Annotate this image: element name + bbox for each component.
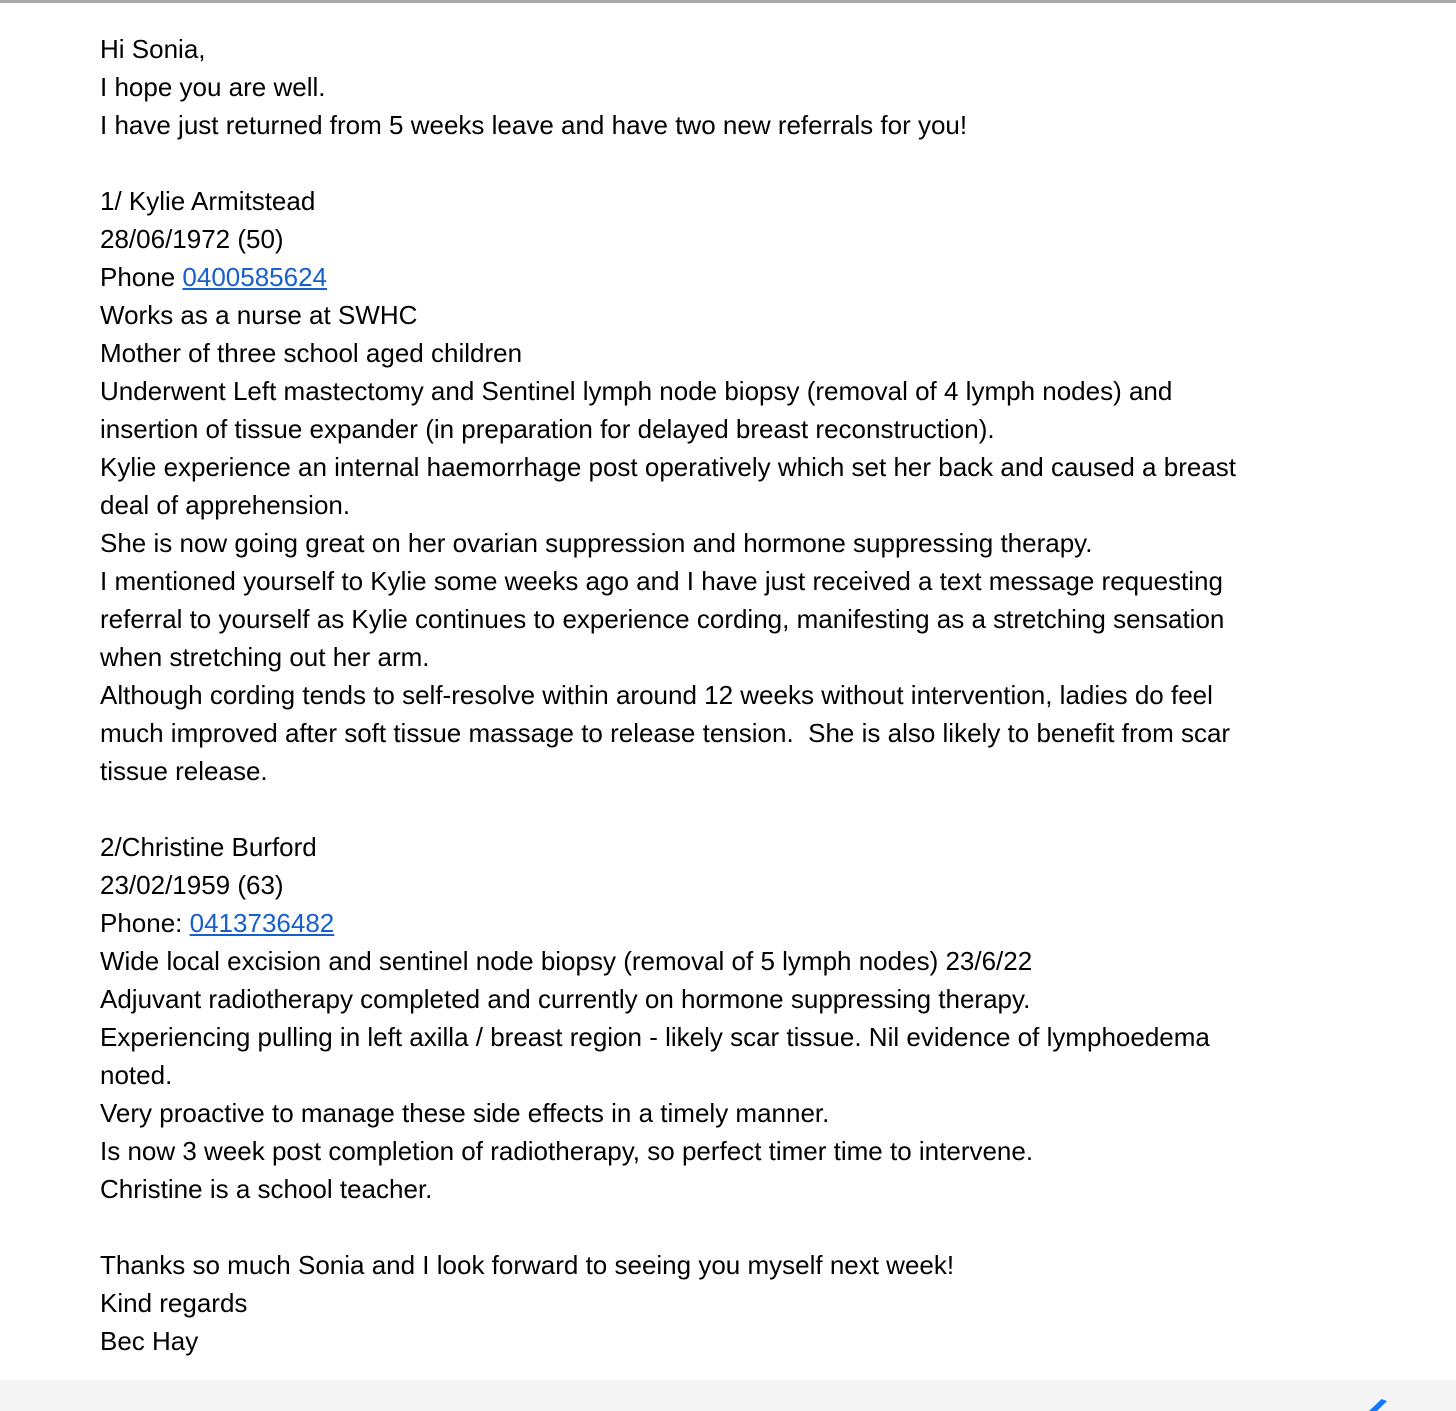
email-text-line — [100, 1018, 1436, 1056]
email-text-line — [100, 372, 1436, 410]
email-text: 2/Christine Burford — [100, 832, 317, 862]
email-text-line — [100, 30, 1436, 68]
email-text-line — [100, 144, 1436, 182]
email-text: Bec Hay — [100, 1326, 199, 1356]
email-text: Works as a nurse at SWHC — [100, 300, 418, 330]
email-text: deal of apprehension. — [100, 490, 351, 520]
email-text-line — [100, 448, 1436, 486]
email-text: I have just returned from 5 weeks leave and have two new referrals for you! — [100, 110, 968, 140]
email-text-line — [100, 904, 1436, 942]
email-text-line — [100, 220, 1436, 258]
phone-link[interactable]: 0400585624 — [182, 262, 328, 292]
email-text-line — [100, 1208, 1436, 1246]
email-text: Phone: — [100, 908, 190, 938]
email-text-line — [100, 182, 1436, 220]
email-text-line — [100, 486, 1436, 524]
email-text-line — [100, 1170, 1436, 1208]
email-text: Underwent Left mastectomy and Sentinel lymph node biopsy (removal of 4 lymph nodes) and — [100, 376, 1173, 406]
email-text: when stretching out her arm. — [100, 642, 430, 672]
email-text: Hi Sonia, — [100, 34, 206, 64]
email-text: Although cording tends to self-resolve within around 12 weeks without intervention, ladies do feel — [100, 680, 1213, 710]
email-text-line — [100, 410, 1436, 448]
email-text: Adjuvant radiotherapy completed and currently on hormone suppressing therapy. — [100, 984, 1031, 1014]
email-text: Thanks so much Sonia and I look forward to seeing you myself next week! — [100, 1250, 955, 1280]
email-text: Phone — [100, 262, 183, 292]
email-text-line — [100, 106, 1436, 144]
email-text-line — [100, 942, 1436, 980]
email-text: I mentioned yourself to Kylie some weeks ago and I have just received a text message requesting — [100, 566, 1223, 596]
email-text: Very proactive to manage these side effects in a timely manner. — [100, 1098, 830, 1128]
email-text: I hope you are well. — [100, 72, 326, 102]
email-text-line — [100, 866, 1436, 904]
email-text-line — [100, 258, 1436, 296]
email-text: Kylie experience an internal haemorrhage post operatively which set her back and caused a breast — [100, 452, 1237, 482]
email-text-line — [100, 1056, 1436, 1094]
email-text: referral to yourself as Kylie continues to experience cording, manifesting as a stretching sensation — [100, 604, 1225, 634]
email-text-line — [100, 790, 1436, 828]
email-text: Is now 3 week post completion of radiotherapy, so perfect timer time to intervene. — [100, 1136, 1034, 1166]
email-text-line — [100, 1094, 1436, 1132]
email-text: 28/06/1972 (50) — [100, 224, 284, 254]
email-text-line — [100, 638, 1436, 676]
email-text: She is now going great on her ovarian suppression and hormone suppressing therapy. — [100, 528, 1093, 558]
email-text-line — [100, 980, 1436, 1018]
email-text: Kind regards — [100, 1288, 248, 1318]
email-text-line — [100, 1322, 1436, 1360]
email-text: noted. — [100, 1060, 173, 1090]
email-text: insertion of tissue expander (in preparation for delayed breast reconstruction). — [100, 414, 995, 444]
email-text-line — [100, 714, 1436, 752]
email-text-line — [100, 1132, 1436, 1170]
email-text: much improved after soft tissue massage to release tension. She is also likely to benefit from scar — [100, 718, 1231, 748]
phone-link[interactable]: 0413736482 — [189, 908, 335, 938]
email-text-line — [100, 296, 1436, 334]
top-hairline-divider — [0, 0, 1456, 3]
email-text: 1/ Kylie Armitstead — [100, 186, 316, 216]
email-body — [100, 30, 1436, 1360]
email-text-line — [100, 600, 1436, 638]
email-text-line — [100, 562, 1436, 600]
email-text-line — [100, 1284, 1436, 1322]
email-text: Christine is a school teacher. — [100, 1174, 433, 1204]
email-text: Wide local excision and sentinel node biopsy (removal of 5 lymph nodes) 23/6/22 — [100, 946, 1033, 976]
footer-bar — [0, 1380, 1456, 1411]
email-text-line — [100, 68, 1436, 106]
email-text: Experiencing pulling in left axilla / breast region - likely scar tissue. Nil evidence of lymphoedema — [100, 1022, 1210, 1052]
email-text: 23/02/1959 (63) — [100, 870, 284, 900]
email-text-line — [100, 1246, 1436, 1284]
email-text: tissue release. — [100, 756, 268, 786]
email-text-line — [100, 334, 1436, 372]
email-text: Mother of three school aged children — [100, 338, 523, 368]
email-text-line — [100, 676, 1436, 714]
email-text-line — [100, 524, 1436, 562]
email-text-line — [100, 752, 1436, 790]
email-text-line — [100, 828, 1436, 866]
